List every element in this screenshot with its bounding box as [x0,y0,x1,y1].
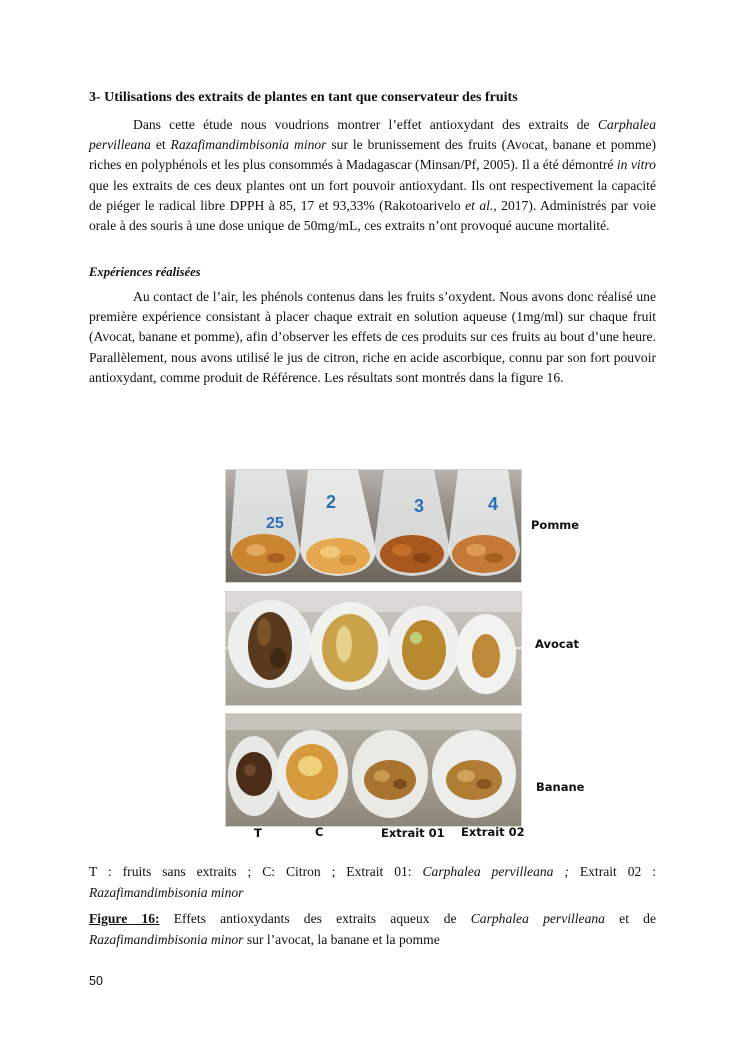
flask-2 [300,470,376,576]
intro-text-5: 2017). Administrés par voie orale à des souris à une dose unique de 50mg/mL, ces extraits n’ont provoqué aucune mortalité. [89,197,656,234]
glass-banane-extrait-02 [432,730,516,818]
legend-text-1: T : fruits sans extraits ; C: Citron ; Extrait 01: [89,864,423,879]
glass-T [228,600,312,688]
glass-C [310,602,390,690]
figure-caption [89,909,656,950]
subsection-title: Expériences réalisées [89,265,201,279]
page-number: 50 [89,974,103,988]
glass-banane-C [276,730,348,818]
photo-banane [225,713,522,827]
experiment-text: Au contact de l’air, les phénols contenus dans les fruits s’oxydent. Nous avons donc réalisé une première expérience consistant à placer chaque extrait en solution aqueuse (1mg/ml) sur chaque fruit (Avocat, banane et pomme), afin d’observer les effets de ces produits sur ces fruits au bout d’une heure. Parallèlement, nous avons utilisé le jus de citron, riche en acide ascorbique, connu par son fort pouvoir antioxydant, comme produit de Référence. Les résultats sont montrés dans la figure 16. [89,289,656,385]
intro-text-4: que les extraits de ces deux plantes ont un fort pouvoir antioxydant. Ils ont respectivement la capacité de piéger le radical libre DPPH à 85, 17 et 93,33% (Rakotoarivelo [89,177,656,213]
figure-label: Figure 16: [89,911,160,926]
flask-volume-mark: 25 [266,515,284,532]
column-label-c: C [315,825,324,839]
glass-banane-extrait-01 [352,730,428,818]
label-pomme: Pomme [531,518,580,532]
photo-pomme [225,469,522,583]
caption-species-1: Carphalea pervilleana [470,911,605,926]
column-label-extrait-01: Extrait 01 [381,826,445,840]
experiment-paragraph [89,287,656,388]
legend-species-2: Razafimandimbisonia minor [89,884,244,900]
column-label-t: T [254,826,262,840]
label-avocat: Avocat [535,637,579,651]
et-al-term: et al., [465,197,497,213]
species-razafimandimbisonia: Razafimandimbisonia minor [170,137,327,153]
legend-species-1: Carphalea pervilleana ; [422,864,569,879]
in-vitro-term: in vitro [616,157,656,173]
glass-extrait-01 [388,606,460,690]
figure-legend [89,862,656,903]
flask-1 [230,470,300,576]
caption-text-3: sur l’avocat, la banane et la pomme [243,931,440,947]
legend-text-2: Extrait 02 : [568,864,657,879]
flask-3 [374,470,450,576]
column-label-extrait-02: Extrait 02 [461,825,525,839]
caption-species-2: Razafimandimbisonia minor [89,931,244,947]
flask-number-4: 4 [488,494,499,514]
caption-text-1: Effets antioxydants des extraits aqueux de [159,911,471,926]
section-title: 3- Utilisations des extraits de plantes en tant que conservateur des fruits [89,90,518,105]
intro-text-2: et [150,137,171,153]
flask-number-3: 3 [414,496,425,516]
intro-paragraph [89,115,656,236]
photo-avocat [225,591,522,706]
intro-text-3: sur le brunissement des fruits (Avocat, banane et pomme) riches en polyphénols et les plus consommés à Madagascar (Minsan/Pf, 2005). Il a été démontré [89,137,657,173]
species-carphalea: Carphalea pervilleana [89,117,656,153]
label-banane: Banane [536,780,585,794]
flask-number-2: 2 [326,492,337,512]
caption-text-2: et de [604,911,656,926]
glass-banane-T [228,736,280,816]
intro-text-1: Dans cette étude nous voudrions montrer l’effet antioxydant des extraits de [133,117,598,132]
glass-extrait-02 [456,614,516,694]
flask-4 [448,470,520,576]
